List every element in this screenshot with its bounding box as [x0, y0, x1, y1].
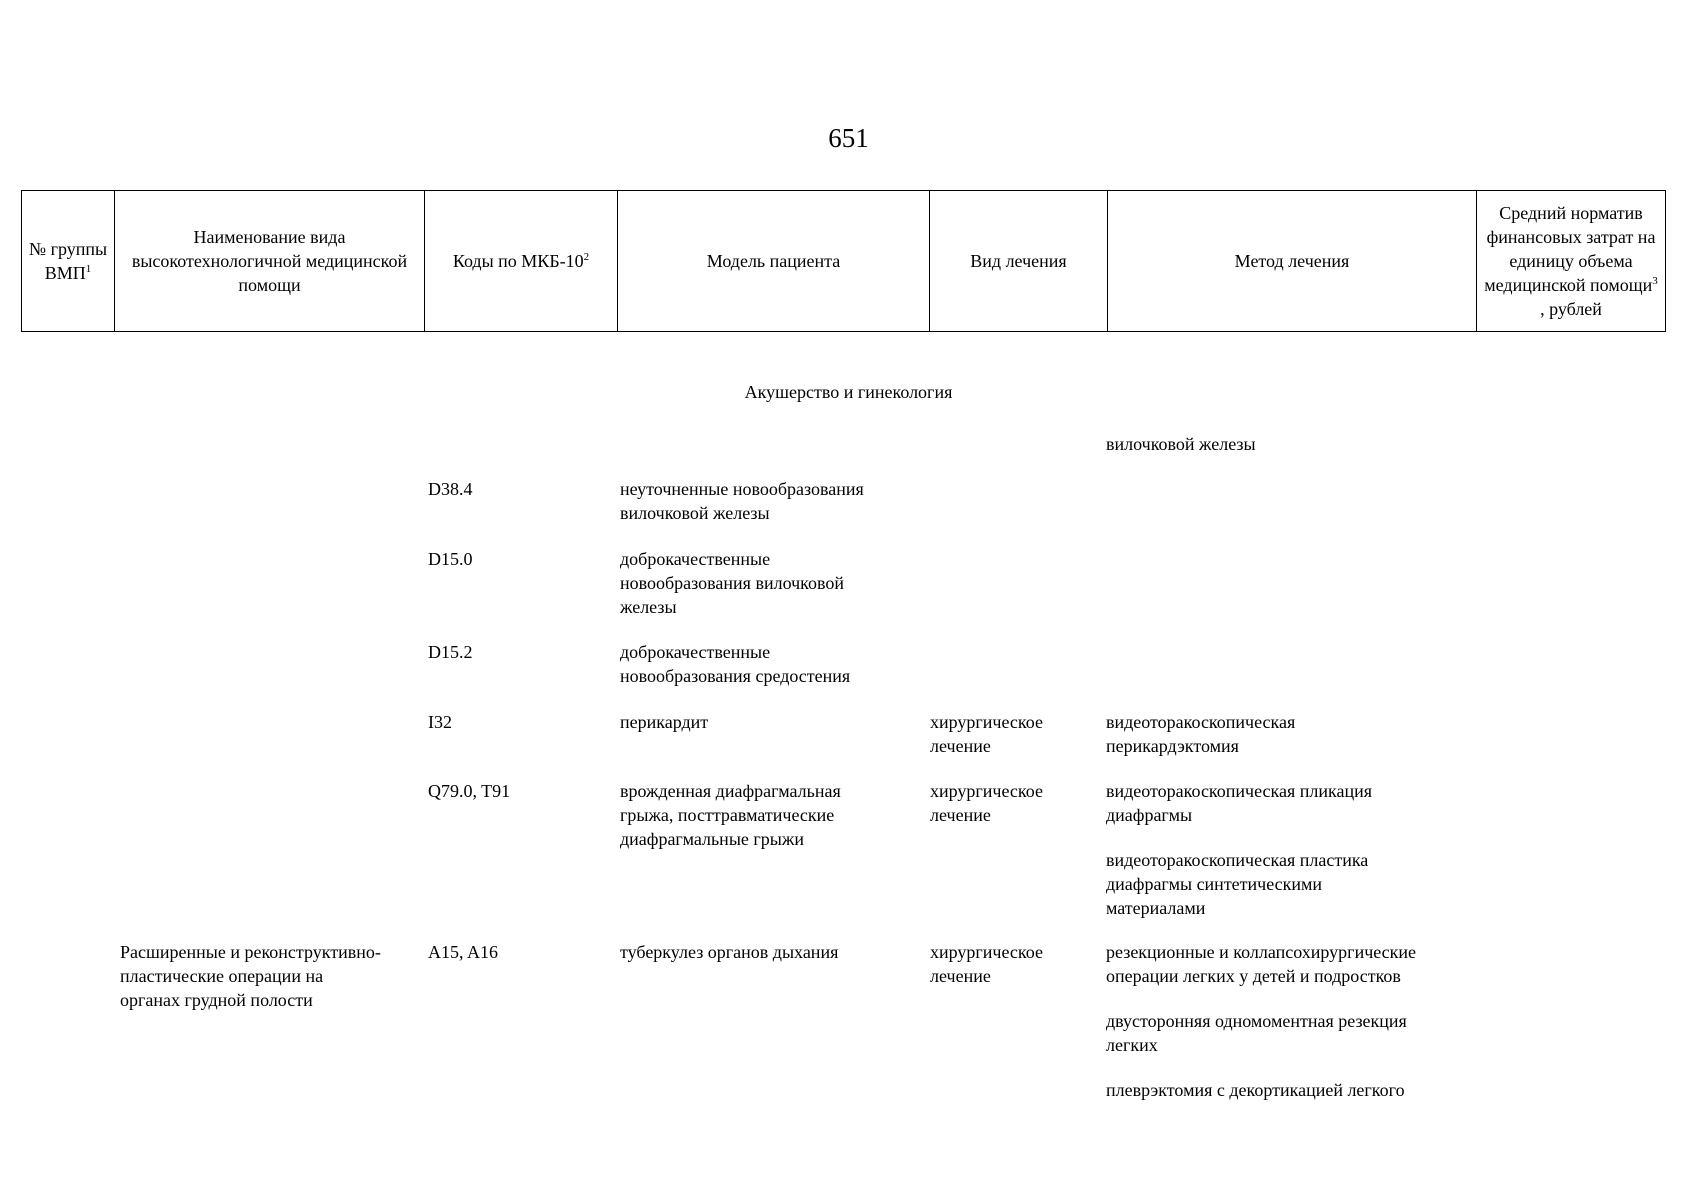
- cell-codes: A15, A16: [428, 942, 499, 962]
- cell-model: туберкулез органов дыхания: [620, 942, 839, 962]
- cell-model: вилочковой железы: [620, 503, 770, 523]
- section-title: Акушерство и гинекология: [744, 382, 953, 402]
- cell-codes: D38.4: [428, 479, 473, 499]
- cell-method: видеоторакоскопическая пликация: [1106, 781, 1373, 801]
- cell-model: диафрагмальные грыжи: [620, 829, 804, 849]
- cell-model: доброкачественные: [620, 642, 771, 662]
- cell-treatment: лечение: [930, 805, 991, 825]
- cell-codes: Q79.0, T91: [428, 781, 511, 801]
- cell-treatment: хирургическое: [930, 712, 1043, 732]
- header-treatment-type: Вид лечения: [930, 191, 1108, 332]
- header-patient-model: Модель пациента: [618, 191, 930, 332]
- cell-model: неуточненные новообразования: [620, 479, 864, 499]
- cell-model: железы: [620, 597, 677, 617]
- cell-method: диафрагмы: [1106, 805, 1193, 825]
- page-number: 651: [828, 123, 869, 153]
- cell-model: доброкачественные: [620, 549, 771, 569]
- cell-model: врожденная диафрагмальная: [620, 781, 841, 801]
- cell-method: перикардэктомия: [1106, 736, 1239, 756]
- cell-model: перикардит: [620, 712, 709, 732]
- header-care-type-name: Наименование вида высокотехнологичной медицинской помощи: [115, 191, 425, 332]
- cell-method: легких: [1106, 1035, 1158, 1055]
- cell-model: новообразования средостения: [620, 666, 851, 686]
- cell-codes: D15.0: [428, 549, 473, 569]
- header-icd-codes: Коды по МКБ-$10^2$: [425, 191, 618, 332]
- cell-method: двусторонняя одномоментная резекция: [1106, 1011, 1407, 1031]
- cell-method: диафрагмы синтетическими: [1106, 874, 1323, 894]
- header-average-cost: Средний норматив финансовых затрат на единицу объема медицинской помощи$^3$ , рублей: [1477, 191, 1666, 332]
- cell-method: материалами: [1106, 898, 1206, 918]
- cell-codes: D15.2: [428, 642, 473, 662]
- cell-method: операции легких у детей и подростков: [1106, 966, 1401, 986]
- cell-method: видеоторакоскопическая пластика: [1106, 850, 1369, 870]
- cell-method: резекционные и коллапсохирургические: [1106, 942, 1417, 962]
- cell-model: новообразования вилочковой: [620, 573, 844, 593]
- cell-method: вилочковой железы: [1106, 434, 1256, 454]
- cell-codes: I32: [428, 712, 452, 732]
- cell-name: органах грудной полости: [120, 990, 313, 1010]
- cell-treatment: хирургическое: [930, 942, 1043, 962]
- cell-method: видеоторакоскопическая: [1106, 712, 1296, 732]
- table-header: [21, 190, 1666, 332]
- cell-method: плеврэктомия с декортикацией легкого: [1106, 1080, 1405, 1100]
- cell-treatment: лечение: [930, 736, 991, 756]
- cell-name: пластические операции на: [120, 966, 324, 986]
- cell-treatment: лечение: [930, 966, 991, 986]
- cell-model: грыжа, посттравматические: [620, 805, 835, 825]
- header-treatment-method: Метод лечения: [1108, 191, 1477, 332]
- cell-treatment: хирургическое: [930, 781, 1043, 801]
- cell-name: Расширенные и реконструктивно-: [120, 942, 381, 962]
- header-group-number: № группы ВМП$^1$: [22, 191, 115, 332]
